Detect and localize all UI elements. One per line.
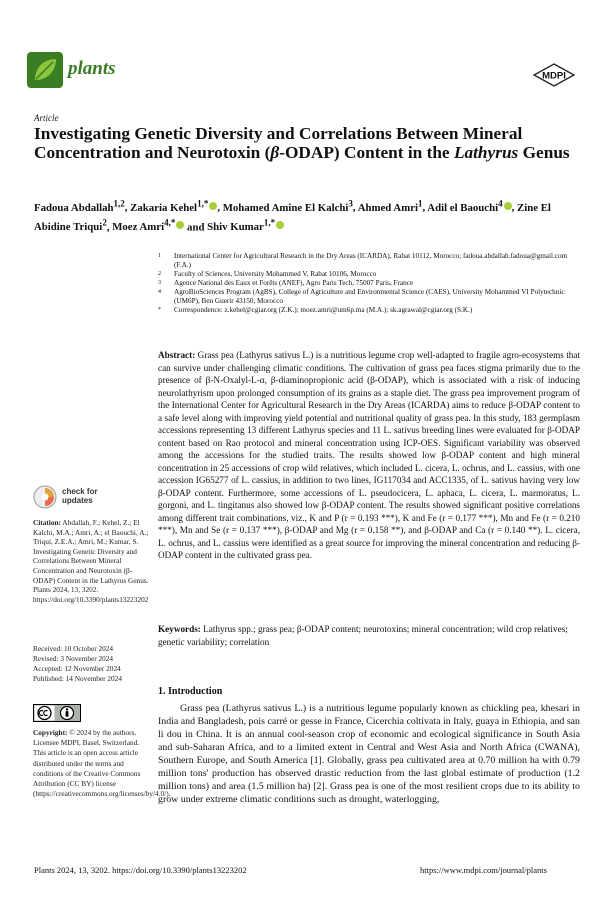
abstract-label: Abstract: — [158, 350, 196, 360]
affiliation-item: 3 Agence National des Eaux et Forêts (ANEF), Agro Paris Tech, 75007 Paris, France — [158, 279, 414, 287]
affiliation-item: 1 International Center for Agricultural Research in the Dry Areas (ICARDA), Rabat 10112, Morocco; fadoua.abdallah.fadoua@gmail.com (F.A.) — [158, 252, 568, 269]
author-list: Fadoua Abdallah$^{1,2}$, Zakaria Kehel$^{1,*}$ , Mohamed Amine El Kalchi$^3$, Ahmed Amri$^1$, Adil el Baouchi$^4$ , Zine El Abidine Triqui$^2$, Moez Amri$^{4,*}$ and Shiv Kumar$^{1,*}$ — [34, 198, 551, 234]
orcid-icon[interactable] — [276, 221, 284, 229]
keywords — [158, 623, 580, 648]
orcid-icon[interactable] — [504, 202, 512, 210]
journal-name: plants — [68, 58, 116, 79]
mdpi-logo-icon — [532, 63, 576, 87]
orcid-icon[interactable] — [209, 202, 217, 210]
footer-citation[interactable]: Plants 2024, 13, 3202. https://doi.org/10.3390/plants13223202 — [34, 865, 247, 875]
section-heading: 1. Introduction — [158, 686, 223, 697]
keywords-text: Lathyrus spp.; grass pea; β-ODAP content; neurotoxins; mineral concentration; wild crop relatives; genetic variability; correlation — [158, 624, 568, 647]
author[interactable]: Mohamed Amine El Kalchi$^3$ — [222, 198, 353, 214]
author[interactable]: Fadoua Abdallah$^{1,2}$ — [34, 198, 125, 214]
date-published: Published: 14 November 2024 — [33, 674, 122, 683]
citation: Citation: Abdallah, F.; Kehel, Z.; El Kalchi, M.A.; Amri, A.; el Baouchi, A.; Triqui, Z.E.A.; Amri, M.; Kumar, S. Investigating Genetic Diversity and Correlations Between Mineral Concentration and Neurotoxin (β-ODAP) Content in the Lathyrus Genus. Plants 2024, 13, 3202. https://doi.org/10.3390/plants13223202 — [33, 518, 149, 604]
author[interactable]: Moez Amri$^{4,*}$ — [112, 221, 184, 233]
abstract — [158, 349, 580, 562]
affiliations — [158, 252, 578, 315]
copyright-notice: Copyright: © 2024 by the authors. Licensee MDPI, Basel, Switzerland. This article is an open access article distributed under the terms and conditions of the Creative Commons Attribution (CC BY) license (https://creativecommons.org/licenses/by/4.0/). — [33, 728, 171, 799]
footer-journal-url[interactable]: https://www.mdpi.com/journal/plants — [420, 865, 547, 875]
author[interactable]: Adil el Baouchi$^4$ — [427, 202, 511, 214]
author[interactable]: Zine El Abidine Triqui$^2$ — [34, 201, 551, 234]
publisher-name: MDPI — [542, 70, 566, 82]
affiliation-item: 2 Faculty of Sciences, University Mohammed V, Rabat 10106, Morocco — [158, 270, 377, 278]
author[interactable]: Ahmed Amri$^1$ — [357, 198, 423, 214]
check-for-updates-icon[interactable] — [33, 485, 57, 509]
keywords-label: Keywords: — [158, 624, 201, 634]
affiliation-item: 4 AgroBioSciences Program (AgBS), College of Agriculture and Environmental Science (CAES), University Mohammed VI Polytechnic (UM6P), Ben Guerir 43150, Morocco — [158, 288, 565, 305]
article-type: Article — [34, 113, 59, 123]
date-accepted: Accepted: 12 November 2024 — [33, 664, 121, 673]
correspondence[interactable]: * Correspondence: z.kehel@cgiar.org (Z.K.); moez.amri@um6p.ma (M.A.); sk.agrawal@cgiar.org (S.K.) — [158, 306, 473, 314]
publication-dates — [33, 644, 153, 684]
orcid-icon[interactable] — [176, 221, 184, 229]
author[interactable]: Zakaria Kehel$^{1,*}$ — [130, 202, 217, 214]
date-revised: Revised: 3 November 2024 — [33, 654, 114, 663]
abstract-text: Grass pea (Lathyrus sativus L.) is a nutritious legume crop well-adapted to fragile agro-ecosystems that can survive under challenging climatic conditions. The cultivation of grass pea faces stigma primarily due to the presence of β-N-Oxalyl-L-α, β-diaminopropionic acid (β-ODAP), which is associated with a risk of inducing neurolathyrism upon prolonged consumption of its grains as a staple diet. The grass pea improvement program of the International Center for Agricultural Research in the Dry Areas (ICARDA) aims to reduce β-ODAP content to a safe level along with improving yield potential and nutritional quality of grass pea. In this study, 183 germplasm accessions representing 13 different Lathyrus species and 11 L. sativus breeding lines were evaluated for β-ODAP content based on Rao protocol and mineral concentration using ICP-OES. Significant variability was observed among the accessions for the studied traits. The results showed low β-ODAP content and high mineral concentration in 25 accessions of crop wild relatives, which included L. cicera, L. ochrus, and L. cassius, with one accession IG65277 of L. cassius, in addition to two lines, IG117034 and ACC1335, of L. sativus having very low β-ODAP content. Furthermore, some accessions of L. pseudocicera, L. aphaca, L. cicera, L. marmoratus, L. gorgoni, and L. tingitanus also showed low β-ODAP content. The results showed significant positive correlations among different trait combinations, viz., K and P (r = 0.193 ***), K and Fe (r = 0.177 ***), Mn and Fe (r = 0.210 ***), Mn and Se (r = 0.137 ***), β-ODAP and Mg (r = 0.158 **), and β-ODAP and Ca (r = 0.140 **). L. cicera, L. ochrus, and L. cassius were identified as a great source for improving the mineral concentration and reducing β-ODAP content in the cultivated grass pea. — [158, 350, 580, 560]
introduction-text: Grass pea (Lathyrus sativus L.) is a nutritious legume popularly known as chickling pea, khesari in India and Bangladesh, pois carré or gesse in France, Cicerchia coltivata in Italy, guaya in Ethiopia, and san li dou in China. It is an annual cool-season crop of economic and ecological significance in South Asia and sub-Saharan Africa, and to a limited extent in Central and West Asia and North Africa (CWANA), Southern Europe, and South America [1]. Globally, grass pea cultivated area at 0.70 million ha with 0.79 million tons' production has observed drastic reduction from the last global estimate of production (1.2 million tons) and area (1.5 million ha) [2]. Grass pea is one of the most resilient crops due to its ability to grow under extreme climatic conditions such as drought, waterlogging, — [158, 703, 580, 805]
author[interactable]: Shiv Kumar$^{1,*}$ — [207, 221, 284, 233]
check-for-updates-link[interactable]: check for updates — [62, 487, 98, 505]
cc-by-license-icon[interactable] — [33, 704, 81, 722]
article-title: Investigating Genetic Diversity and Correlations Between Mineral Concentration and Neurotoxin (β-ODAP) Content in the Lathyrus Genus — [34, 124, 570, 162]
date-received: Received: 10 October 2024 — [33, 644, 114, 653]
plants-leaf-logo-icon — [27, 52, 63, 88]
